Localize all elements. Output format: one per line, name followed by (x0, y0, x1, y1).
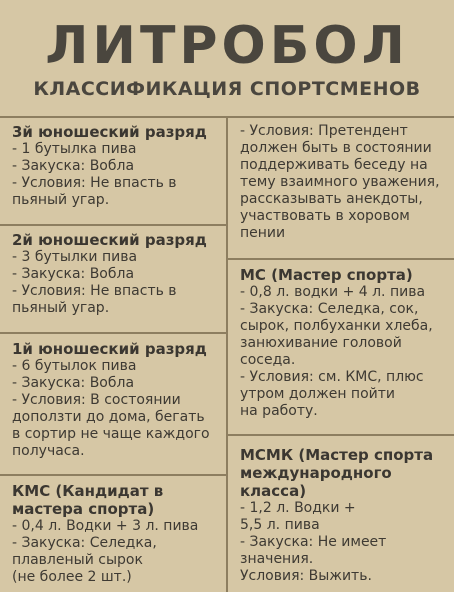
rank-heading: класса) (240, 482, 307, 500)
rank-heading: международного (240, 464, 392, 482)
rank-line: сырок, полбуханки хлеба, (240, 318, 433, 334)
rank-line: - Закуска: Не имеет (240, 534, 387, 550)
rank-line: пьяный угар. (12, 300, 110, 316)
rank-line: - 6 бутылок пива (12, 358, 137, 374)
rank-line: значения. (240, 551, 314, 567)
rank-line: - 0,4 л. Водки + 3 л. пива (12, 518, 199, 534)
rank-line: - 1 бутылка пива (12, 141, 137, 157)
rank-heading: мастера спорта) (12, 500, 155, 518)
rank-heading: 1й юношеский разряд (12, 340, 207, 358)
rank-line: на работу. (240, 403, 318, 419)
rank-line: - 3 бутылки пива (12, 249, 138, 265)
rank-line: (не более 2 шт.) (12, 569, 132, 585)
rank-3-junior (12, 123, 222, 209)
right-divider-2 (227, 434, 454, 436)
rank-line: - 0,8 л. водки + 4 л. пива (240, 284, 426, 300)
left-divider-1 (0, 224, 227, 226)
rank-1-junior (12, 340, 222, 460)
rank-line: - Условия: Претендент (240, 123, 408, 139)
rank-line: участвовать в хоровом (240, 208, 410, 224)
left-divider-3 (0, 474, 227, 476)
rank-line: пьяный угар. (12, 192, 110, 208)
rank-line: поддерживать беседу на (240, 157, 428, 173)
rank-line: - Закуска: Вобла (12, 266, 135, 282)
kms-conditions (240, 123, 450, 242)
rank-line: 5,5 л. пива (240, 517, 320, 533)
rank-line: в сортир не чаще каждого (12, 426, 210, 442)
rank-line: рассказывать анекдоты, (240, 191, 423, 207)
rank-kms (12, 482, 222, 586)
poster-title: ЛИТРОБОЛ (45, 16, 409, 76)
rank-line: - Условия: Не впасть в (12, 283, 177, 299)
rank-line: плавленый сырок (12, 552, 143, 568)
rank-line: - Закуска: Селедка, (12, 535, 157, 551)
poster-subtitle: КЛАССИФИКАЦИЯ СПОРТСМЕНОВ (33, 78, 421, 100)
rank-heading: 2й юношеский разряд (12, 231, 207, 249)
rank-line: доползти до дома, бегать (12, 409, 205, 425)
rank-heading: 3й юношеский разряд (12, 123, 207, 141)
rank-line: получаса. (12, 443, 85, 459)
rank-line: соседа. (240, 352, 296, 368)
rank-line: Условия: Выжить. (240, 568, 372, 584)
rank-line: - Условия: Не впасть в (12, 175, 177, 191)
rank-line: - Закуска: Вобла (12, 375, 135, 391)
rank-heading: МСМК (Мастер спорта (240, 446, 434, 464)
rank-line: занюхивание головой (240, 335, 402, 351)
column-divider (226, 116, 228, 592)
rank-2-junior (12, 231, 222, 317)
left-divider-2 (0, 332, 227, 334)
rank-heading: МС (Мастер спорта) (240, 266, 413, 284)
rank-line: - Условия: В состоянии (12, 392, 181, 408)
rank-line: - 1,2 л. Водки + (240, 500, 356, 516)
rank-msmk (240, 446, 450, 585)
rank-line: - Закуска: Вобла (12, 158, 135, 174)
rank-line: тему взаимного уважения, (240, 174, 440, 190)
rank-ms (240, 266, 450, 420)
rank-line: пении (240, 225, 286, 241)
right-divider-1 (227, 258, 454, 260)
poster-header (0, 0, 454, 116)
rank-line: - Условия: см. КМС, плюс (240, 369, 424, 385)
rank-line: - Закуска: Селедка, сок, (240, 301, 419, 317)
rank-line: должен быть в состоянии (240, 140, 432, 156)
rank-line: утром должен пойти (240, 386, 395, 402)
rank-heading: КМС (Кандидат в (12, 482, 164, 500)
